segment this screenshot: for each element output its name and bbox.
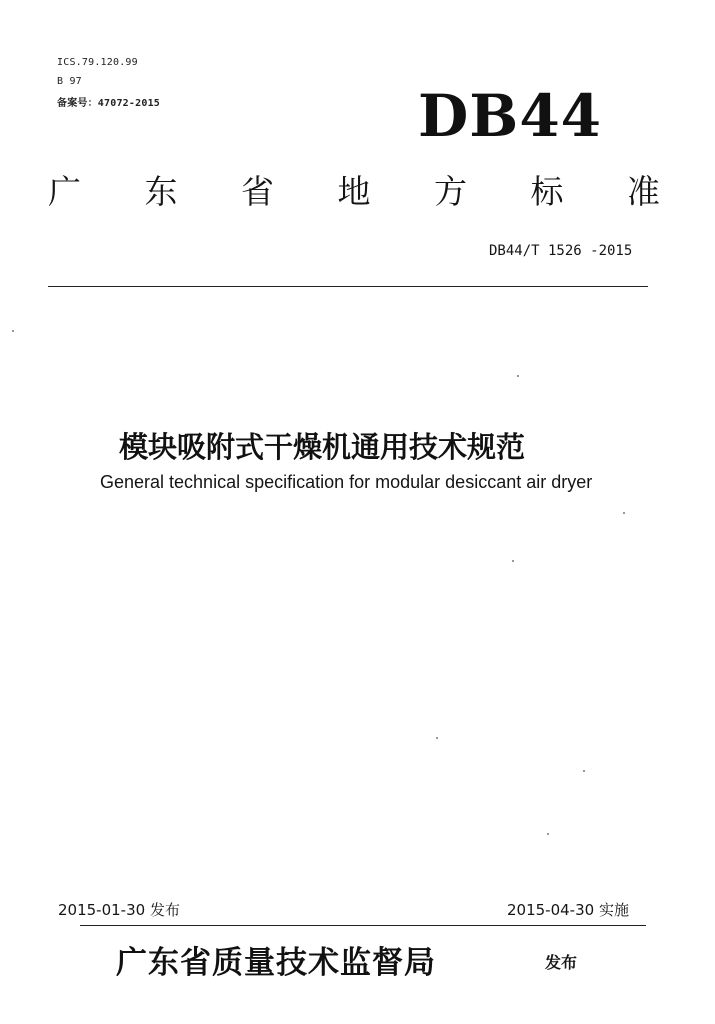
- scan-speck: [547, 833, 549, 835]
- standard-type-heading: [48, 166, 660, 213]
- issuer-suffix: 发布: [545, 953, 578, 972]
- scan-speck: [436, 737, 438, 739]
- scan-speck: [512, 560, 514, 562]
- scan-speck: [517, 375, 519, 377]
- ics-code: ICS.79.120.99: [57, 57, 138, 68]
- bottom-divider: [80, 925, 646, 926]
- standard-number: DB44/T 1526 -2015: [489, 243, 633, 259]
- db-logo: DB44: [418, 82, 603, 150]
- standard-type-char: 地: [337, 172, 371, 211]
- standard-type-char: 东: [144, 172, 178, 211]
- issuer-name: 广东省质量技术监督局: [116, 945, 436, 981]
- document-title-cn: 模块吸附式干燥机通用技术规范: [119, 430, 526, 464]
- document-title-en: General technical specification for modular desiccant air dryer: [100, 472, 593, 492]
- top-divider: [48, 286, 648, 287]
- standard-type-char: 省: [241, 172, 274, 211]
- standard-type-char: 标: [530, 172, 564, 211]
- record-number: 备案号：47072-2015: [57, 98, 161, 109]
- scan-speck: [623, 512, 625, 514]
- implementation-date: 2015-04-30 实施: [507, 901, 629, 919]
- standard-type-char: 方: [434, 172, 467, 211]
- scan-speck: [12, 330, 14, 332]
- standard-type-char: 广: [48, 172, 81, 211]
- standard-type-char: 准: [627, 172, 660, 211]
- issue-date: 2015-01-30 发布: [58, 901, 180, 919]
- scan-speck: [583, 770, 585, 772]
- ccs-code: B 97: [57, 76, 82, 87]
